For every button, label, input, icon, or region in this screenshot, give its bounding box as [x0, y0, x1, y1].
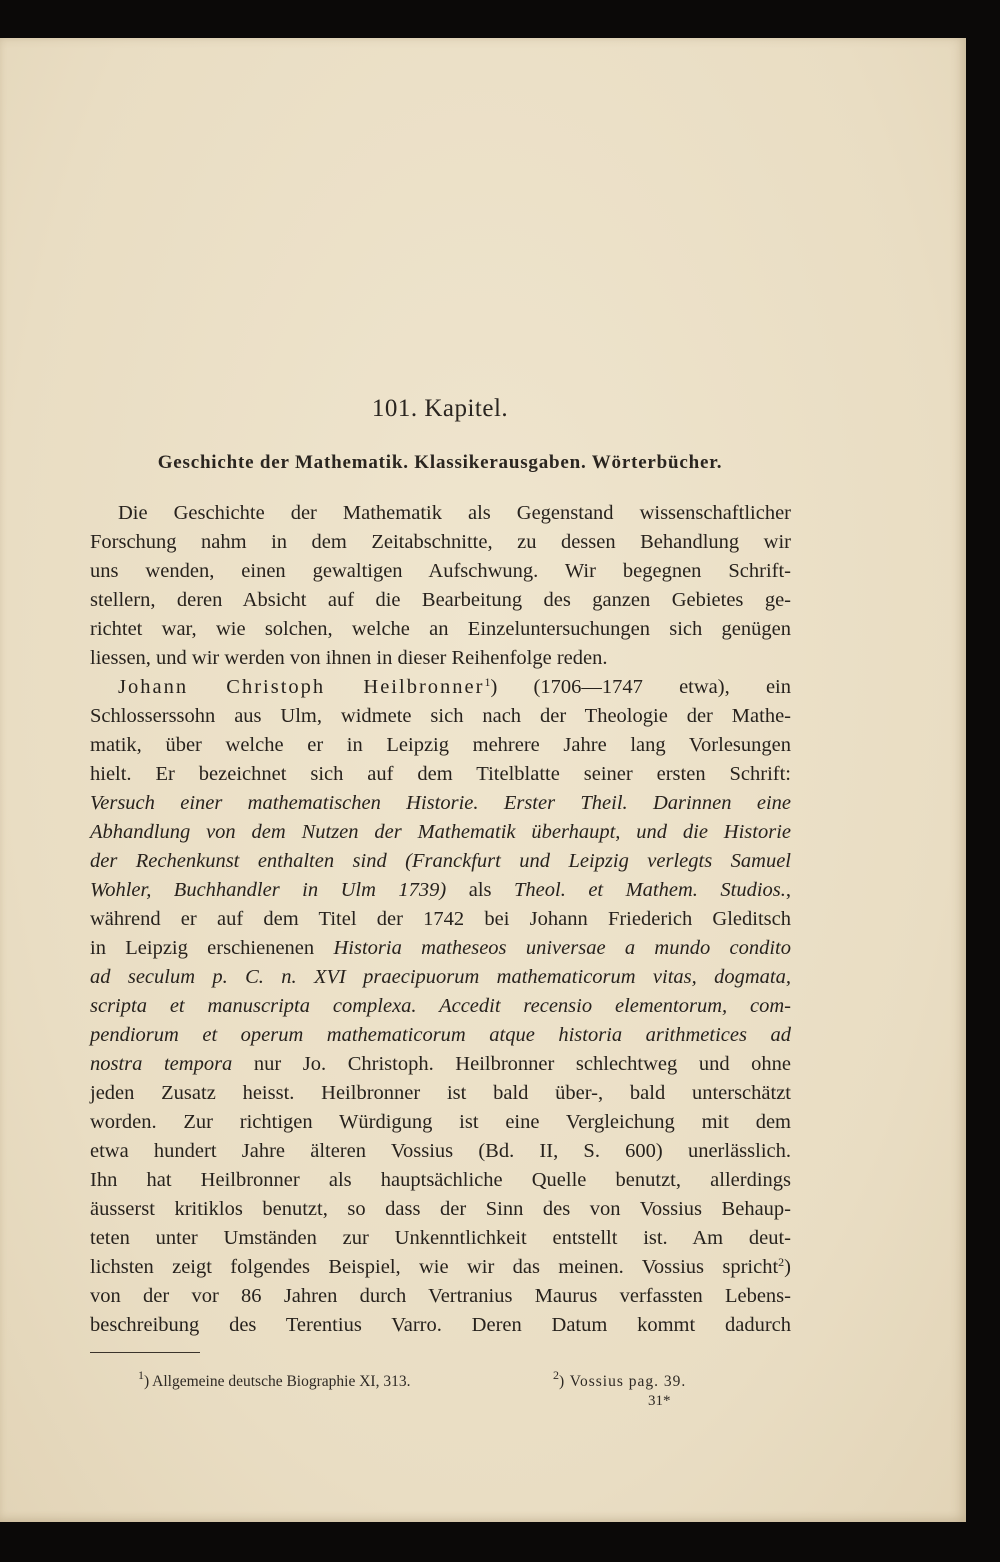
body-text: ,: [785, 879, 792, 901]
body-text: als: [468, 879, 492, 901]
footnote-text: ) Vossius pag. 39.: [559, 1373, 687, 1390]
footnote-mark: 2: [553, 1368, 559, 1382]
person-name-heilbronner: Johann Christoph Heilbronner: [118, 676, 485, 698]
body-line: beschreibung des Terentius Varro. Deren Datum kommt dadurch: [90, 1314, 791, 1336]
chapter-subtitle: Geschichte der Mathematik. Klassikerausgaben. Wörterbücher.: [157, 452, 723, 473]
body-line: Forschung nahm in dem Zeitabschnitte, zu dessen Behandlung wir: [90, 531, 791, 553]
body-line: Schlosserssohn aus Ulm, widmete sich nach der Theologie der Mathe-: [90, 705, 791, 727]
body-text: ): [784, 1256, 791, 1278]
body-line: Die Geschichte der Mathematik als Gegenstand wissenschaftlicher: [118, 502, 791, 524]
body-line: der Rechenkunst enthalten sind (Franckfurt und Leipzig verlegts Samuel: [90, 850, 791, 872]
footnote-2: [553, 1368, 687, 1391]
body-line: Ihn hat Heilbronner als hauptsächliche Quelle benutzt, allerdings: [90, 1169, 791, 1191]
body-line: Abhandlung von dem Nutzen der Mathematik überhaupt, und die Historie: [90, 821, 791, 843]
body-line: uns wenden, einen gewaltigen Aufschwung. Wir begegnen Schrift-: [90, 560, 791, 582]
footnote-ref: 2: [778, 1255, 785, 1269]
footnote-ref: 1: [484, 675, 491, 689]
body-line: pendiorum et operum mathematicorum atque historia arithmetices ad: [90, 1024, 791, 1046]
footnote-divider: [90, 1352, 200, 1353]
body-line: von der vor 86 Jahren durch Vertranius Maurus verfassten Lebens-: [90, 1285, 791, 1307]
body-line: scripta et manuscripta complexa. Accedit recensio elementorum, com-: [90, 995, 791, 1017]
body-line: während er auf dem Titel der 1742 bei Johann Friederich Gleditsch: [90, 908, 791, 930]
body-line: jeden Zusatz heisst. Heilbronner ist bald über-, bald unterschätzt: [90, 1082, 791, 1104]
body-text: in Leipzig erschienenen: [90, 937, 315, 959]
body-line: hielt. Er bezeichnet sich auf dem Titelblatte seiner ersten Schrift:: [90, 763, 791, 785]
body-line: stellern, deren Absicht auf die Bearbeitung des ganzen Gebietes ge-: [90, 589, 791, 611]
chapter-heading: 101. Kapitel.: [371, 395, 509, 422]
body-line: [90, 1253, 791, 1282]
footnote-1: [138, 1368, 411, 1391]
body-text: lichsten zeigt folgendes Beispiel, wie wir das meinen. Vossius spricht: [90, 1256, 779, 1278]
body-line: liessen, und wir werden von ihnen in dieser Reihenfolge reden.: [90, 647, 608, 669]
italic-title: Theol. et Mathem. Studios.: [514, 879, 786, 901]
body-line: äusserst kritiklos benutzt, so dass der Sinn des von Vossius Behaup-: [90, 1198, 791, 1220]
body-line: [90, 876, 791, 905]
body-line: etwa hundert Jahre älteren Vossius (Bd. II, S. 600) unerlässlich.: [90, 1140, 791, 1162]
body-text: nur Jo. Christoph. Heilbronner schlechtweg und ohne: [253, 1053, 791, 1075]
body-line: Johann Christoph Heilbronner$^1$) (1706—1747 etwa), ein: [118, 675, 791, 698]
body-line: matik, über welche er in Leipzig mehrere Jahre lang Vorlesungen: [90, 734, 791, 756]
body-line: teten unter Umständen zur Unkenntlichkeit entstellt ist. Am deut-: [90, 1227, 791, 1249]
italic-title: Wohler, Buchhandler in Ulm 1739): [90, 879, 447, 901]
footnote-text: ) Allgemeine deutsche Biographie XI, 313.: [144, 1373, 411, 1390]
body-line: [90, 934, 791, 963]
signature-mark: 31*: [648, 1393, 671, 1409]
body-line: Versuch einer mathematischen Historie. Erster Theil. Darinnen eine: [90, 792, 791, 814]
body-line: ad seculum p. C. n. XVI praecipuorum mathematicorum vitas, dogmata,: [90, 966, 791, 988]
footnote-mark: 1: [138, 1368, 144, 1382]
body-text: (1706—1747 etwa), ein: [533, 676, 791, 698]
body-line: richtet war, wie solchen, welche an Einzeluntersuchungen sich genügen: [90, 618, 791, 640]
body-line: [90, 1050, 791, 1079]
italic-title: nostra tempora: [90, 1053, 233, 1075]
italic-title: Historia matheseos universae a mundo condito: [333, 937, 791, 959]
body-line: worden. Zur richtigen Würdigung ist eine Vergleichung mit dem: [90, 1111, 791, 1133]
